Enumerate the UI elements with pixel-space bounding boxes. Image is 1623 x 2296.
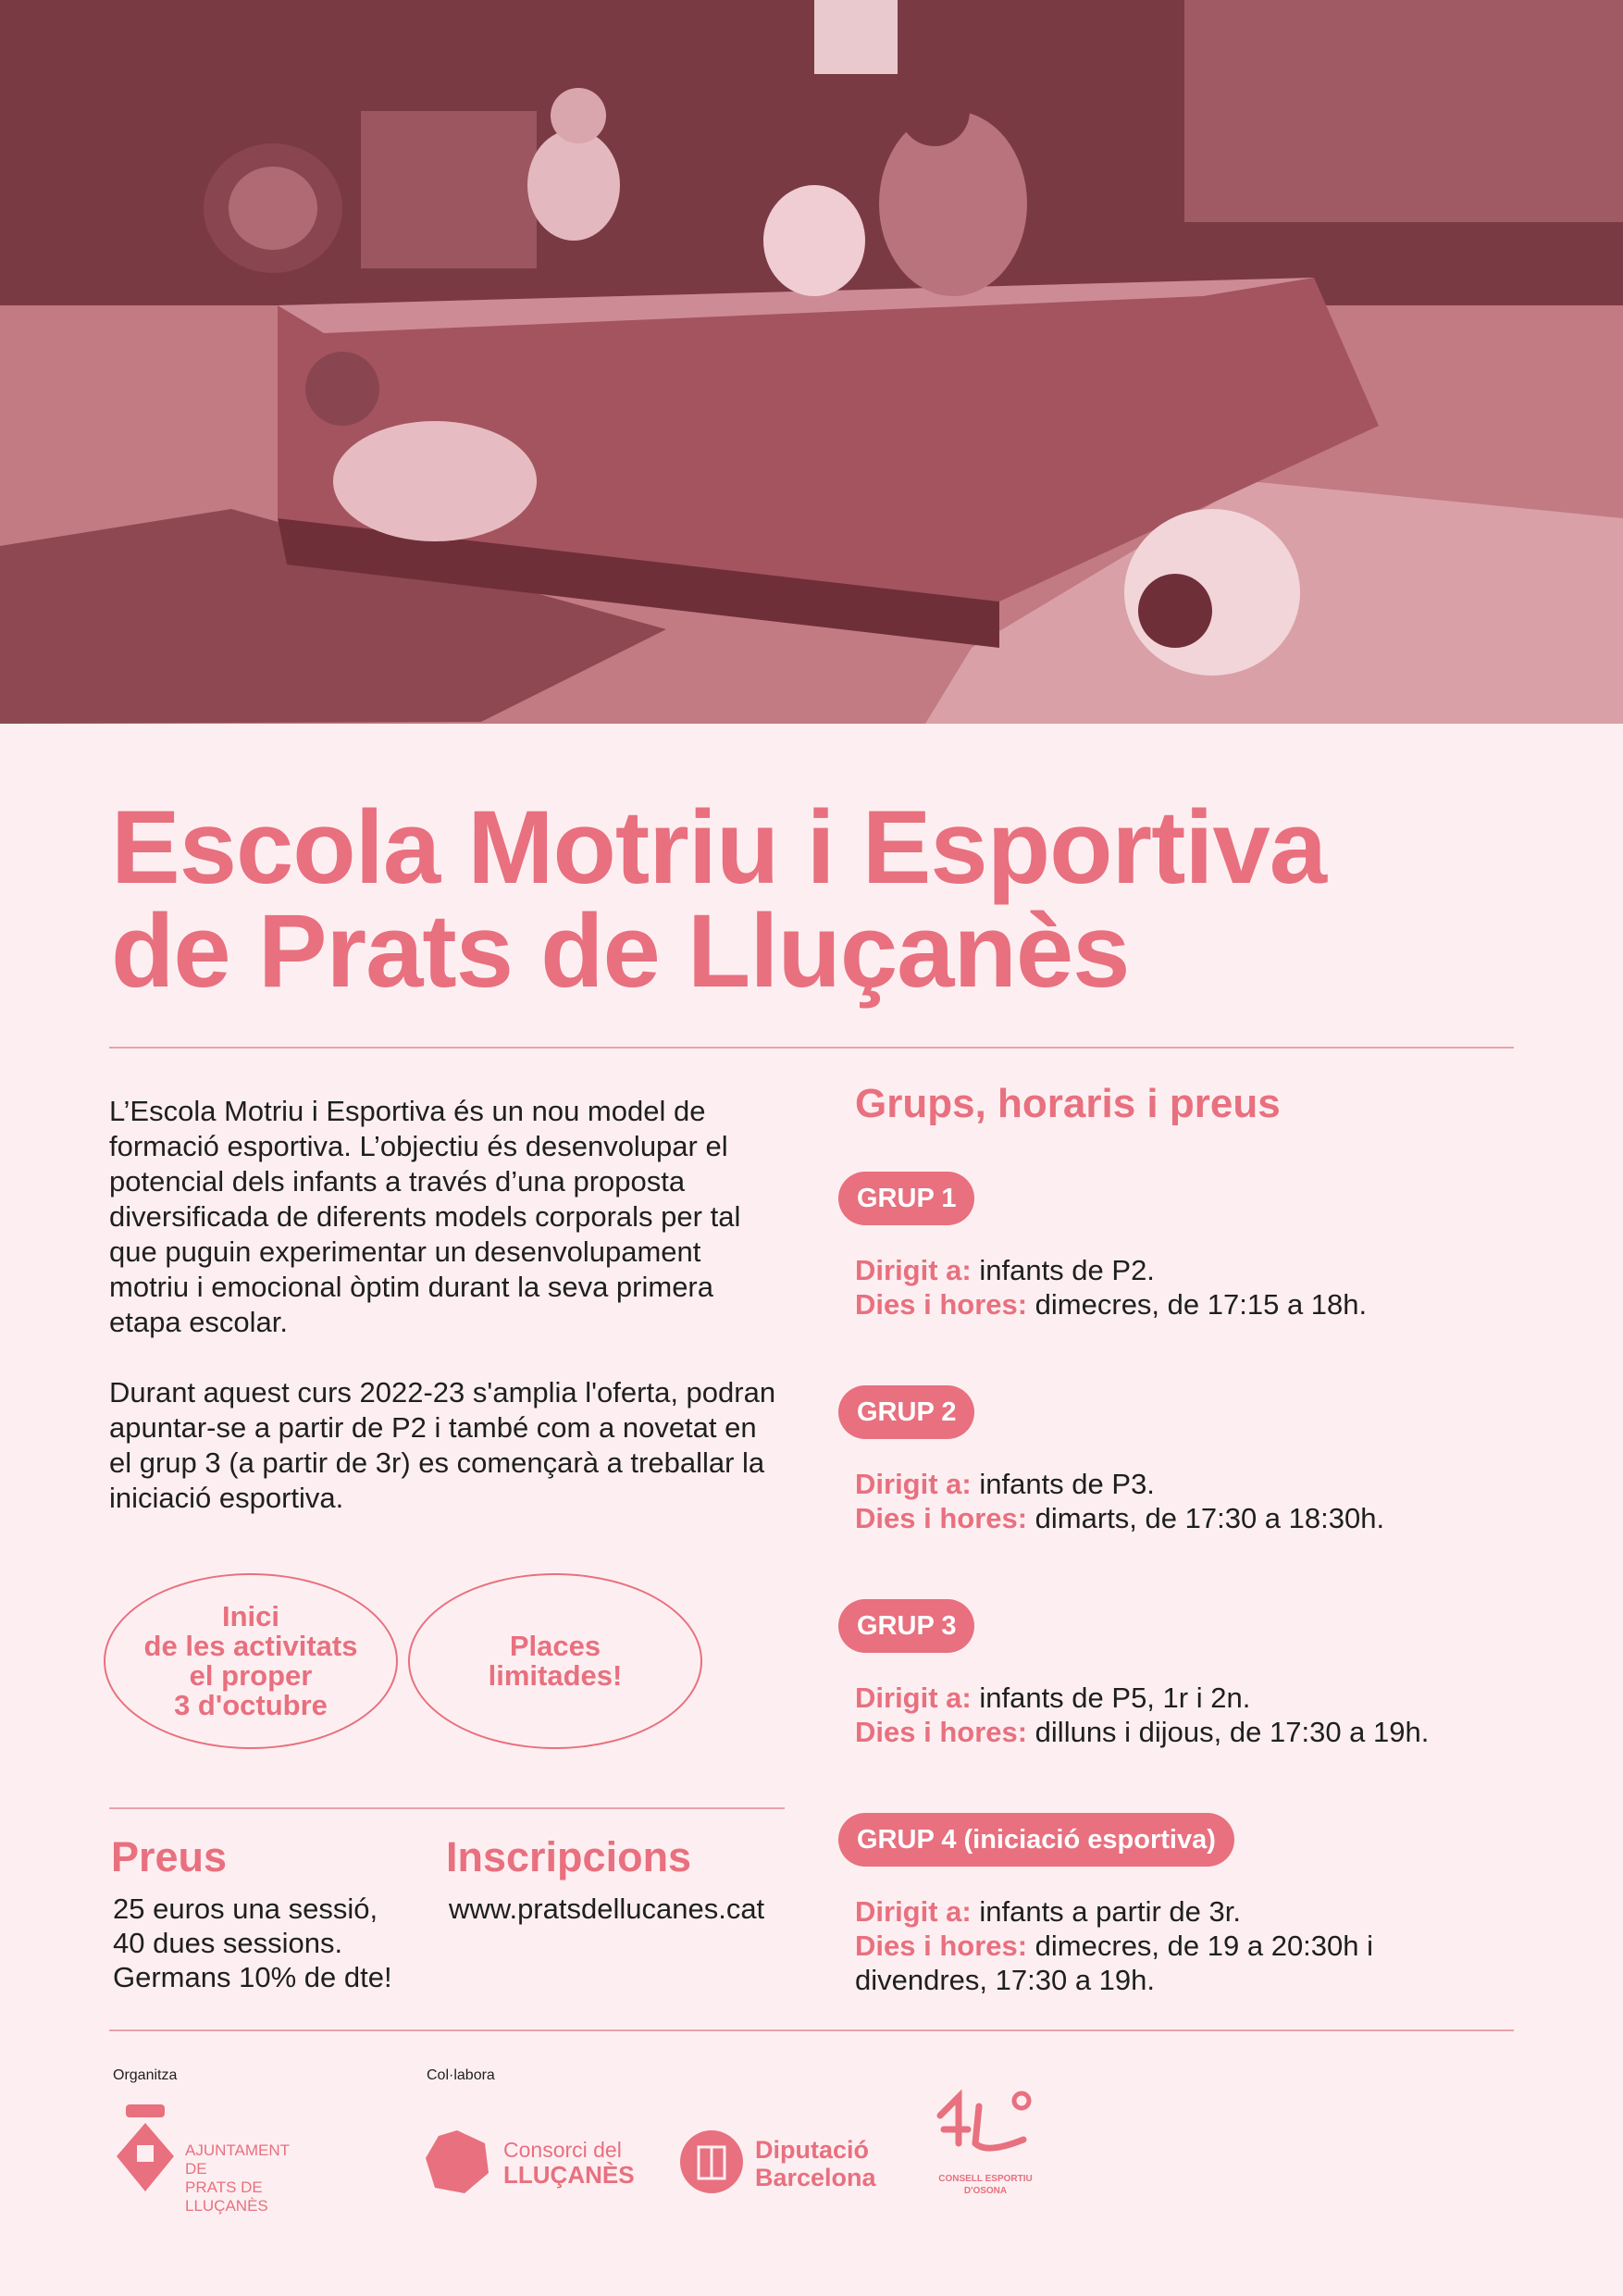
group-3-schedule — [855, 1715, 1523, 1749]
group-1-schedule — [855, 1287, 1523, 1322]
group-4-schedule-cont: divendres, 17:30 a 19h. — [855, 1964, 1156, 1996]
intro-paragraph-1: L’Escola Motriu i Esportiva és un nou model de formació esportiva. L’objectiu és desenvolupar el potencial dels infants a través d’una proposta diversificada de diferents models corporals per tal que puguin experimentar un desenvolupament motriu i emocional òptim durant la seva primera etapa escolar. — [109, 1095, 741, 1338]
group-4-schedule — [855, 1929, 1523, 1963]
group-4-badge: GRUP 4 (iniciació esportiva) — [838, 1813, 1234, 1867]
collabora-label: Col·labora — [427, 2067, 495, 2083]
group-3-schedule-value: dilluns i dijous, de 17:30 a 19h. — [1027, 1716, 1430, 1748]
group-2-target — [855, 1467, 1523, 1501]
group-3-target-value: infants de P5, 1r i 2n. — [971, 1682, 1251, 1714]
ajuntament-logo — [113, 2103, 307, 2215]
consorci-logo — [424, 2128, 637, 2203]
group-1-badge: GRUP 1 — [838, 1172, 974, 1225]
group-2-target-label: Dirigit a: — [855, 1468, 972, 1500]
group-3-schedule-label: Dies i hores: — [855, 1716, 1028, 1748]
ajuntament-shield-icon — [113, 2103, 178, 2195]
title-divider — [109, 1047, 1514, 1049]
group-3-target — [855, 1681, 1523, 1715]
group-2-schedule — [855, 1501, 1523, 1535]
footer-divider — [109, 2029, 1514, 2031]
group-2-schedule-value: dimarts, de 17:30 a 18:30h. — [1027, 1502, 1385, 1534]
limited-places-oval: Places limitades! — [408, 1573, 702, 1749]
group-1 — [838, 1172, 1523, 1322]
group-3 — [838, 1599, 1523, 1749]
start-date-oval: Inici de les activitats el proper 3 d'octubre — [104, 1573, 398, 1749]
group-4-target — [855, 1894, 1523, 1929]
consell-esportiu-figure-icon — [931, 2088, 1042, 2171]
group-2-badge: GRUP 2 — [838, 1385, 974, 1439]
diputacio-seal-icon — [678, 2128, 745, 2195]
group-4-target-label: Dirigit a: — [855, 1895, 972, 1928]
group-1-schedule-value: dimecres, de 17:15 a 18h. — [1027, 1288, 1368, 1321]
consorci-line-2: LLUÇANÈS — [503, 2161, 635, 2189]
intro-paragraph-2: Durant aquest curs 2022-23 s'amplia l'oferta, podran apuntar-se a partir de P2 i també com a novetat en el grup 3 (a partir de 3r) es començarà a treballar la iniciació esportiva. — [109, 1376, 776, 1514]
group-1-target-value: infants de P2. — [971, 1254, 1155, 1286]
groups-heading: Grups, horaris i preus — [855, 1081, 1281, 1126]
organitza-label: Organitza — [113, 2067, 178, 2083]
group-4-schedule-label: Dies i hores: — [855, 1930, 1028, 1962]
group-1-target-label: Dirigit a: — [855, 1254, 972, 1286]
group-4-target-value: infants a partir de 3r. — [971, 1895, 1241, 1928]
ajuntament-line-2: PRATS DE LLUÇANÈS — [185, 2178, 268, 2215]
group-2 — [838, 1385, 1523, 1535]
registration-url[interactable]: www.pratsdellucanes.cat — [449, 1893, 765, 1925]
title-line-1: Escola Motriu i Esportiva — [111, 789, 1327, 905]
title-line-2: de Prats de Lluçanès — [111, 893, 1130, 1009]
consorci-emblem-icon — [424, 2128, 490, 2195]
ajuntament-line-1: AJUNTAMENT DE — [185, 2141, 290, 2178]
diputacio-line-2: Barcelona — [755, 2164, 876, 2191]
consell-esportiu-logo — [925, 2088, 1046, 2208]
diputacio-line-1: Diputació — [755, 2136, 870, 2164]
gym-scene-image — [0, 0, 1623, 724]
consell-line-2: D'OSONA — [963, 2186, 1008, 2196]
prices-heading: Preus — [111, 1833, 228, 1880]
group-3-target-label: Dirigit a: — [855, 1682, 972, 1714]
group-2-target-value: infants de P3. — [971, 1468, 1155, 1500]
diputacio-logo — [678, 2128, 891, 2203]
prices-text: 25 euros una sessió, 40 dues sessions. Germans 10% de dte! — [113, 1893, 392, 1993]
group-1-schedule-label: Dies i hores: — [855, 1288, 1028, 1321]
prices-divider — [109, 1807, 785, 1809]
group-4-schedule-value: dimecres, de 19 a 20:30h i — [1027, 1930, 1374, 1962]
group-2-schedule-label: Dies i hores: — [855, 1502, 1028, 1534]
consell-line-1: CONSELL ESPORTIU — [938, 2174, 1033, 2184]
intro-text — [109, 1094, 785, 1551]
group-4 — [838, 1813, 1523, 1997]
page-title — [111, 789, 1555, 1009]
hero-photo — [0, 0, 1623, 724]
consorci-line-1: Consorci del — [503, 2138, 622, 2162]
group-3-badge: GRUP 3 — [838, 1599, 974, 1653]
registration-heading: Inscripcions — [446, 1833, 692, 1880]
group-1-target — [855, 1253, 1523, 1287]
